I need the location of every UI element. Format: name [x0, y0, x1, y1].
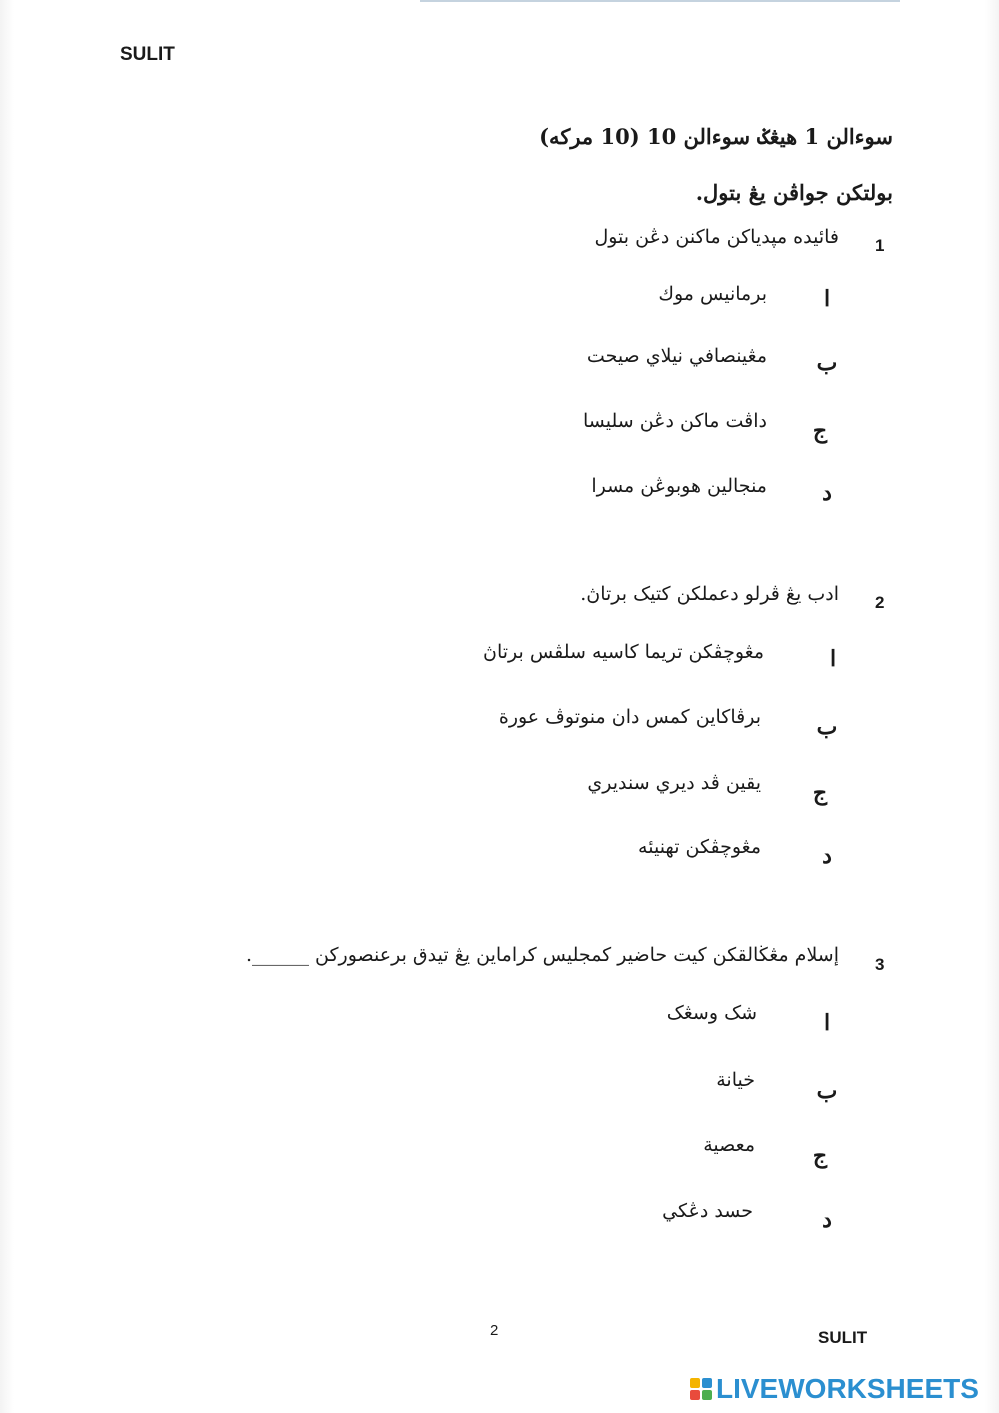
option-letter-c[interactable]: ج [812, 780, 828, 806]
option-text[interactable]: حسد دڠكي [662, 1200, 753, 1222]
question-number: 3 [875, 955, 885, 974]
option-letter-d[interactable]: د [822, 1207, 832, 1233]
option-letter-b[interactable]: ب [816, 714, 838, 740]
option-letter-c[interactable]: ج [812, 418, 828, 444]
answer-all-instruction: بولتكن جواڤن يڠ بتول. [695, 180, 893, 205]
scan-edge [420, 0, 900, 2]
option-text[interactable]: داڤت ماكن دڠن سليسا [582, 410, 767, 432]
logo-text: LIVEWORKSHEETS [716, 1373, 979, 1404]
option-text[interactable]: برمانيس موك [658, 283, 767, 305]
option-text[interactable]: معصية [703, 1134, 755, 1156]
option-text[interactable]: خيانة [716, 1069, 755, 1091]
option-letter-d[interactable]: د [822, 843, 832, 869]
option-text[interactable]: شک وسڠک [666, 1002, 757, 1024]
sulit-footer: SULIT [818, 1328, 868, 1347]
option-text[interactable]: مڠوچڤكن تهنيئه [638, 836, 761, 858]
question-number: 1 [875, 236, 885, 255]
sulit-header: SULIT [120, 44, 175, 65]
option-letter-a[interactable]: ا [829, 646, 837, 672]
question-text: فائيده مڽدياكن ماكنن دڠن بتول [594, 226, 839, 248]
option-text[interactable]: برڤاكاين كمس دان منوتوڤ عورة [498, 706, 761, 728]
question-text: ادب يڠ ڤرلو دعملكن كتيک برتاڽ. [580, 583, 839, 605]
question-number: 2 [875, 593, 885, 612]
page-number: 2 [490, 1322, 499, 1339]
section-heading: سوءالن 1 هيڠݢ سوءالن 10 (10 مركه) [539, 124, 893, 149]
liveworksheets-logo [690, 1374, 979, 1404]
liveworksheets-grid-icon [690, 1378, 712, 1400]
option-letter-b[interactable]: ب [816, 1078, 838, 1104]
option-letter-a[interactable]: ا [823, 1010, 831, 1036]
option-letter-b[interactable]: ب [816, 350, 838, 376]
option-letter-c[interactable]: ج [812, 1143, 828, 1169]
question-text: إسلام مڠڬالقكن كيت حاضير كمجليس كراماين يڠ تيدق برعنصوركن ______. [245, 944, 839, 966]
option-text[interactable]: مڠينصافي نيلاي صيحت [586, 345, 767, 367]
option-text[interactable]: يقين ڤد ديري سنديري [587, 772, 761, 794]
option-text[interactable]: منجالين هوبوڠن مسرا [591, 475, 767, 497]
option-letter-d[interactable]: د [822, 480, 832, 506]
option-text[interactable]: مڠوچڤكن تريما كاسيه سلڤس برتاڽ [483, 641, 764, 663]
option-letter-a[interactable]: ا [823, 286, 831, 312]
